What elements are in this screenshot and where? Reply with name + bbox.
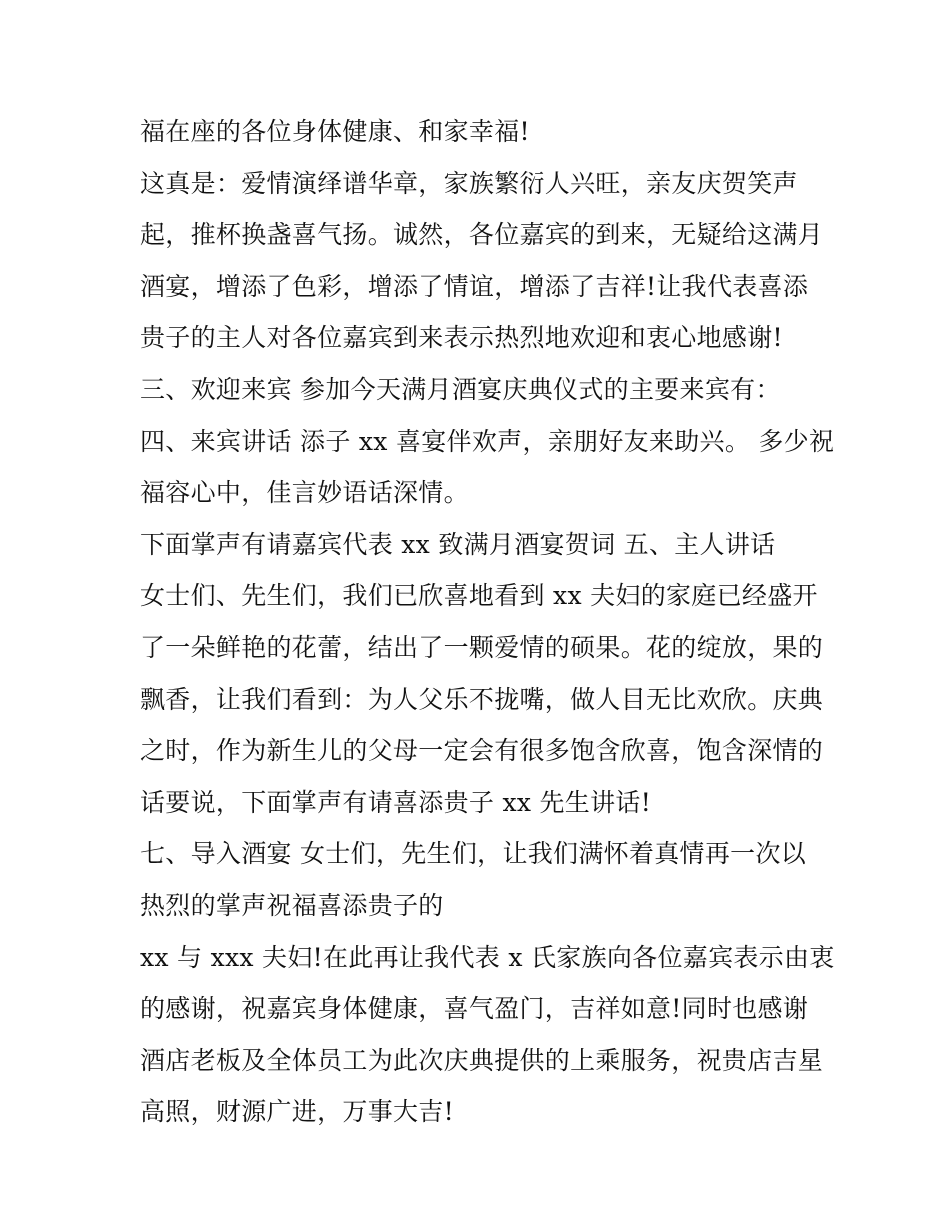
text-line: 了一朵鲜艳的花蕾，结出了一颗爱情的硕果。花的绽放，果的 (140, 632, 824, 662)
text-line: 这真是：爱情演绎谱华章，家族繁衍人兴旺，亲友庆贺笑声 (140, 168, 798, 198)
section-heading-line: 七、导入酒宴 女士们，先生们，让我们满怀着真情再一次以 (140, 839, 807, 869)
text-line: 福在座的各位身体健康、和家幸福! (140, 117, 530, 146)
text-line: 贵子的主人对各位嘉宾到来表示热烈地欢迎和衷心地感谢! (140, 323, 783, 353)
text-line: 起，推杯换盏喜气扬。诚然，各位嘉宾的到来，无疑给这满月 (140, 220, 824, 250)
text-line: 飘香，让我们看到：为人父乐不拢嘴，做人目无比欢欣。庆典 (140, 684, 824, 714)
text-line: 之时，作为新生儿的父母一定会有很多饱含欣喜，饱含深情的 (140, 736, 824, 766)
document-body (140, 106, 835, 1138)
text-line: 的感谢，祝嘉宾身体健康，喜气盈门，吉祥如意!同时也感谢 (140, 994, 809, 1024)
text-line: 酒宴，增添了色彩，增添了情谊，增添了吉祥!让我代表喜添 (140, 271, 809, 301)
text-line: xx 与 xxx 夫妇!在此再让我代表 x 氏家族向各位嘉宾表示由衷 (140, 942, 835, 972)
text-line: 高照，财源广进，万事大吉! (140, 1097, 454, 1127)
text-line: 女士们、先生们，我们已欣喜地看到 xx 夫妇的家庭已经盛开 (140, 581, 818, 611)
text-line: 酒店老板及全体员工为此次庆典提供的上乘服务，祝贵店吉星 (140, 1045, 824, 1075)
section-heading-line: 下面掌声有请嘉宾代表 xx 致满月酒宴贺词 五、主人讲话 (140, 529, 776, 559)
section-heading-line: 三、欢迎来宾 参加今天满月酒宴庆典仪式的主要来宾有： (140, 374, 781, 404)
text-line: 福容心中，佳言妙语话深情。 (140, 478, 469, 508)
text-line: 话要说，下面掌声有请喜添贵子 xx 先生讲话! (140, 787, 652, 817)
text-line: 热烈的掌声祝福喜添贵子的 (140, 890, 444, 920)
section-heading-line: 四、来宾讲话 添子 xx 喜宴伴欢声，亲朋好友来助兴。 多少祝 (140, 426, 835, 456)
